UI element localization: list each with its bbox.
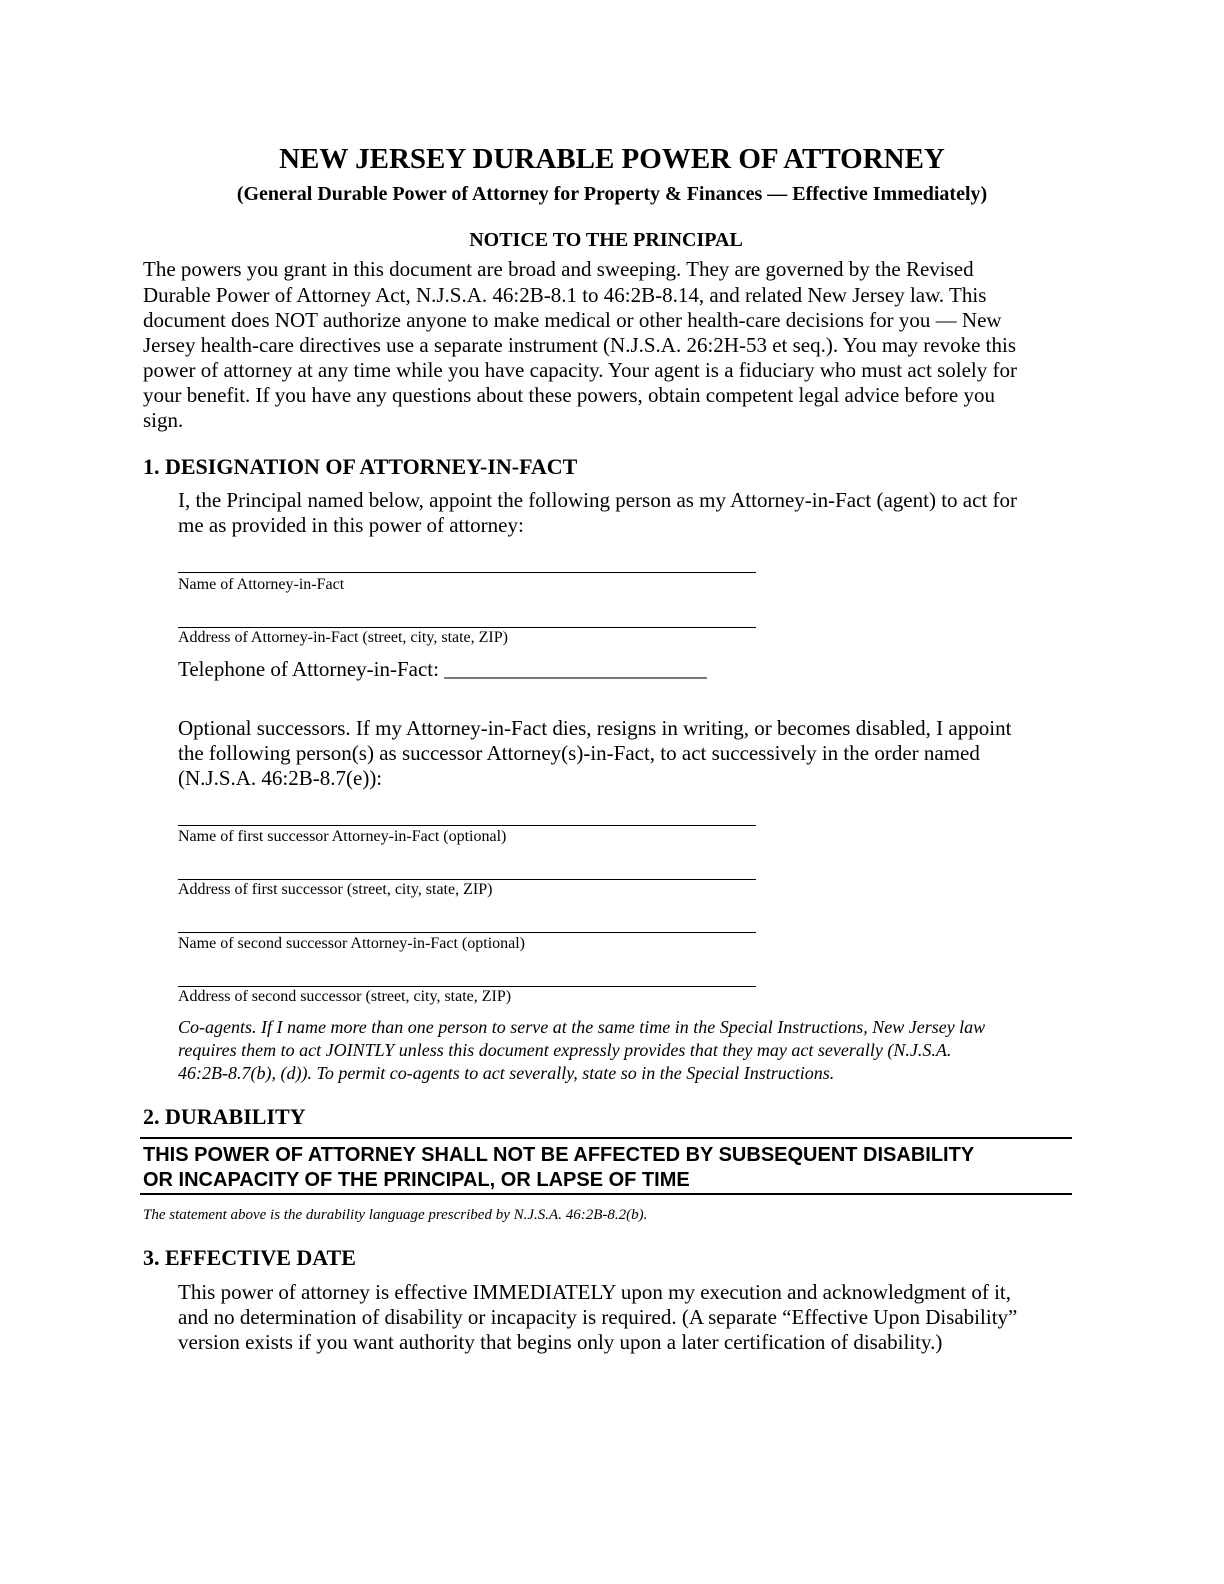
notice-line: power of attorney at any time while you have capacity. Your agent is a fiduciary who must act solely for bbox=[143, 358, 1017, 382]
attorney-telephone-field[interactable]: Telephone of Attorney-in-Fact: _________________________ bbox=[178, 657, 707, 681]
effective-date-line: and no determination of disability or incapacity is required. (A separate “Effective Upon Disability” bbox=[178, 1305, 1018, 1329]
notice-line: document does NOT authorize anyone to make medical or other health-care decisions for you — New bbox=[143, 308, 1002, 332]
notice-line: Durable Power of Attorney Act, N.J.S.A. 46:2B-8.1 to 46:2B-8.14, and related New Jersey law. This bbox=[143, 283, 987, 307]
coagents-line: Co-agents. If I name more than one person to serve at the same time in the Special Instructions, New Jersey law bbox=[178, 1017, 986, 1037]
attorney-name-caption: Name of Attorney-in-Fact bbox=[178, 576, 345, 593]
durability-bottom-rule bbox=[140, 1193, 1072, 1195]
durability-note: The statement above is the durability language prescribed by N.J.S.A. 46:2B-8.2(b). bbox=[143, 1207, 648, 1223]
section-1-intro-line: I, the Principal named below, appoint the following person as my Attorney-in-Fact (agent) to act for bbox=[178, 488, 1017, 512]
first-successor-name-caption: Name of first successor Attorney-in-Fact (optional) bbox=[178, 828, 507, 845]
first-successor-address-caption: Address of first successor (street, city, state, ZIP) bbox=[178, 881, 493, 898]
successors-intro-line: (N.J.S.A. 46:2B-8.7(e)): bbox=[178, 766, 383, 790]
notice-line: The powers you grant in this document are broad and sweeping. They are governed by the Revised bbox=[143, 257, 974, 281]
section-2-heading: 2. DURABILITY bbox=[143, 1104, 306, 1129]
attorney-name-field[interactable] bbox=[178, 572, 756, 573]
attorney-address-caption: Address of Attorney-in-Fact (street, city, state, ZIP) bbox=[178, 629, 508, 646]
document-subtitle: (General Durable Power of Attorney for Property & Finances — Effective Immediately) bbox=[236, 183, 988, 205]
successors-intro-line: the following person(s) as successor Attorney(s)-in-Fact, to act successively in the order named bbox=[178, 741, 980, 765]
durability-statement-line: OR INCAPACITY OF THE PRINCIPAL, OR LAPSE OF TIME bbox=[143, 1169, 690, 1191]
effective-date-line: version exists if you want authority that begins only upon a later certification of disability.) bbox=[178, 1330, 943, 1354]
first-successor-name-field[interactable] bbox=[178, 825, 756, 826]
second-successor-name-caption: Name of second successor Attorney-in-Fact (optional) bbox=[178, 935, 526, 952]
successors-intro-line: Optional successors. If my Attorney-in-Fact dies, resigns in writing, or becomes disabled, I appoint bbox=[178, 716, 1012, 740]
notice-line: sign. bbox=[143, 408, 184, 432]
effective-date-line: This power of attorney is effective IMMEDIATELY upon my execution and acknowledgment of it, bbox=[178, 1280, 1012, 1304]
notice-line: your benefit. If you have any questions about these powers, obtain competent legal advice before you bbox=[143, 383, 995, 407]
notice-heading: NOTICE TO THE PRINCIPAL bbox=[469, 229, 743, 251]
second-successor-address-caption: Address of second successor (street, city, state, ZIP) bbox=[178, 988, 512, 1005]
document-title: NEW JERSEY DURABLE POWER OF ATTORNEY bbox=[279, 143, 945, 175]
notice-line: Jersey health-care directives use a separate instrument (N.J.S.A. 26:2H-53 et seq.). You may revoke this bbox=[143, 333, 1017, 357]
section-1-heading: 1. DESIGNATION OF ATTORNEY-IN-FACT bbox=[143, 454, 578, 479]
coagents-line: requires them to act JOINTLY unless this document expressly provides that they may act severally (N.J.S.A. bbox=[178, 1040, 952, 1060]
durability-top-rule bbox=[140, 1137, 1072, 1139]
durability-statement-line: THIS POWER OF ATTORNEY SHALL NOT BE AFFECTED BY SUBSEQUENT DISABILITY bbox=[143, 1144, 975, 1166]
section-3-heading: 3. EFFECTIVE DATE bbox=[143, 1245, 356, 1270]
section-1-intro-line: me as provided in this power of attorney: bbox=[178, 513, 524, 537]
second-successor-name-field[interactable] bbox=[178, 932, 756, 933]
coagents-line: 46:2B-8.7(b), (d)). To permit co-agents to act severally, state so in the Special Instructions. bbox=[178, 1063, 835, 1083]
